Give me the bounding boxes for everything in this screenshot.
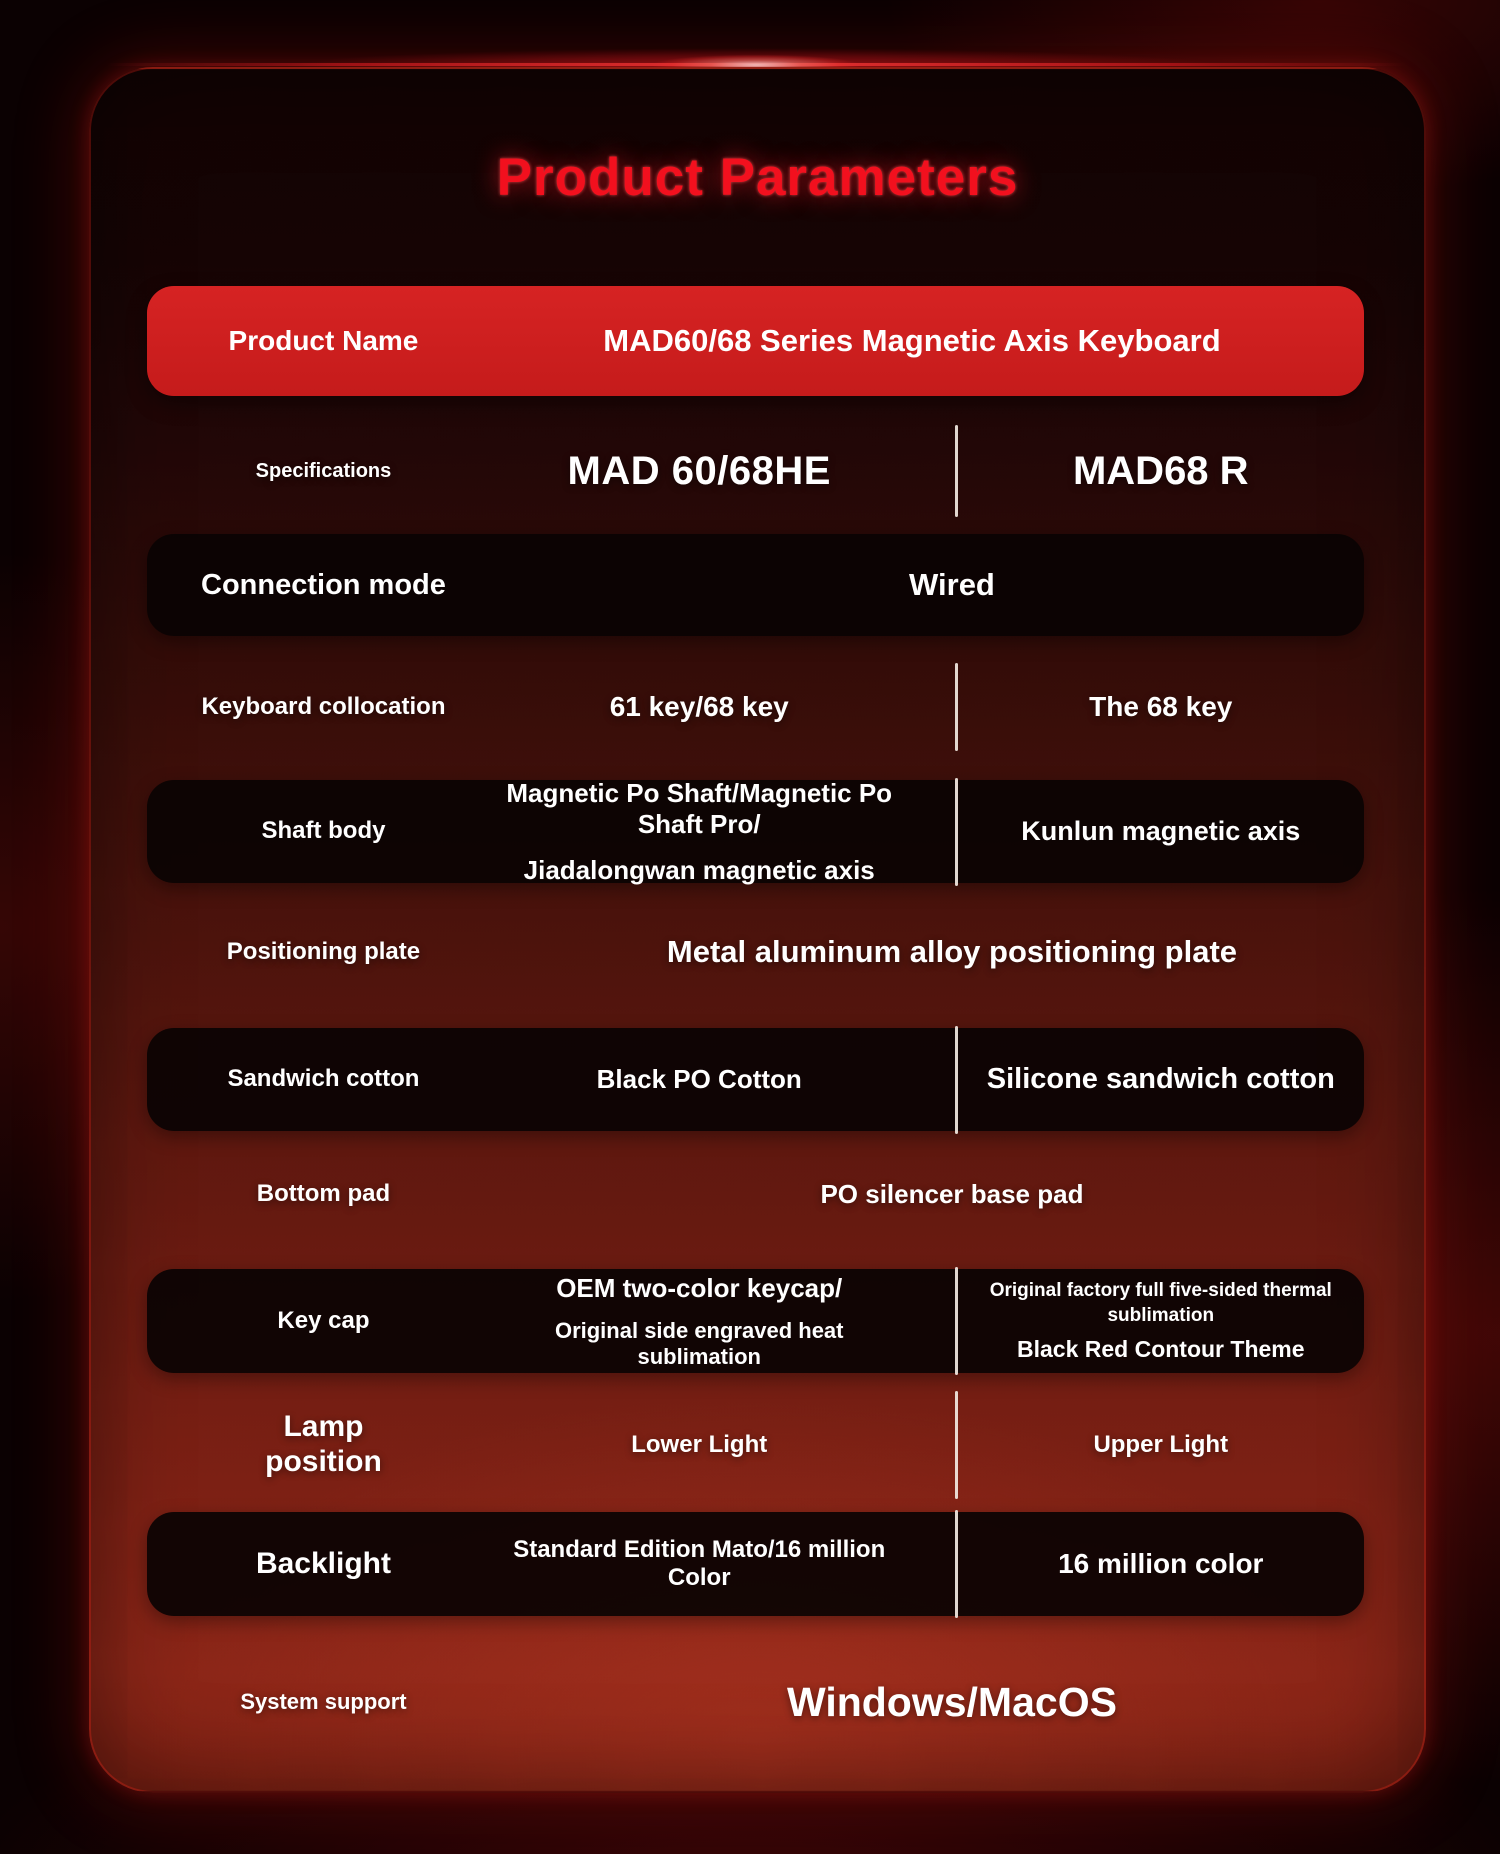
row-value: PO silencer base pad <box>820 1178 1084 1209</box>
row-label: System support <box>240 1688 407 1714</box>
row-shaft-body <box>147 777 1364 885</box>
row-value: Metal aluminum alloy positioning plate <box>666 934 1238 969</box>
row-lamp-position <box>147 1397 1364 1492</box>
row-value-left: Lower Light <box>631 1430 768 1458</box>
row-keyboard-collocation <box>147 662 1364 752</box>
value-line: Black Red Contour Theme <box>1016 1336 1305 1363</box>
row-key-cap <box>147 1269 1364 1373</box>
row-label: Product Name <box>228 325 419 357</box>
parameters-table <box>147 286 1364 1752</box>
row-value-left <box>500 778 955 886</box>
row-label: Lamp position <box>265 1410 382 1478</box>
row-specifications <box>147 426 1364 516</box>
row-value-left: Standard Edition Mato/16 million Color <box>513 1536 886 1591</box>
row-value-left: MAD 60/68HE <box>567 448 831 493</box>
row-value-left <box>500 1273 955 1370</box>
row-value-right: The 68 key <box>1089 691 1233 722</box>
row-label: Specifications <box>255 460 392 482</box>
row-value-right: Silicone sandwich cotton <box>986 1063 1335 1095</box>
column-divider <box>955 1267 958 1375</box>
column-divider <box>955 1026 958 1134</box>
row-system-support <box>147 1652 1364 1752</box>
row-label: Connection mode <box>201 568 446 601</box>
row-label: Positioning plate <box>226 937 421 965</box>
row-connection-mode <box>147 534 1364 636</box>
value-line: Magnetic Po Shaft/Magnetic Po Shaft Pro/ <box>506 777 893 839</box>
row-positioning-plate <box>147 907 1364 997</box>
row-value: Windows/MacOS <box>786 1678 1117 1725</box>
row-value-left: Black PO Cotton <box>596 1064 802 1094</box>
row-value-right: MAD68 R <box>1072 448 1249 493</box>
row-label: Shaft body <box>261 817 386 845</box>
row-value-left: 61 key/68 key <box>609 691 789 722</box>
row-label: Bottom pad <box>256 1179 391 1207</box>
value-line: OEM two-color keycap/ <box>556 1272 843 1303</box>
column-divider <box>955 1391 958 1499</box>
column-divider <box>955 1510 958 1618</box>
value-line: Jiadalongwan magnetic axis <box>523 854 875 885</box>
row-label: Keyboard collocation <box>201 692 446 720</box>
row-bottom-pad <box>147 1149 1364 1239</box>
row-product-name <box>147 286 1364 396</box>
row-value: Wired <box>909 567 995 602</box>
row-label: Sandwich cotton <box>227 1065 420 1093</box>
row-value-right: Kunlun magnetic axis <box>1021 816 1301 846</box>
row-sandwich-cotton <box>147 1028 1364 1131</box>
parameters-card <box>89 67 1426 1793</box>
row-value-right: 16 million color <box>1058 1548 1264 1579</box>
column-divider <box>955 778 958 886</box>
row-label: Backlight <box>255 1547 391 1580</box>
row-label: Key cap <box>277 1306 370 1334</box>
row-value-right <box>958 1279 1364 1363</box>
value-line: Original factory full five-sided thermal sublimation <box>989 1279 1332 1326</box>
row-backlight <box>147 1512 1364 1616</box>
column-divider <box>955 425 958 517</box>
row-value-right: Upper Light <box>1093 1430 1229 1458</box>
value-line: Original side engraved heat sublimation <box>554 1317 844 1369</box>
row-value: MAD60/68 Series Magnetic Axis Keyboard <box>603 323 1221 358</box>
column-divider <box>955 663 958 751</box>
page-title: Product Parameters <box>496 148 1019 207</box>
